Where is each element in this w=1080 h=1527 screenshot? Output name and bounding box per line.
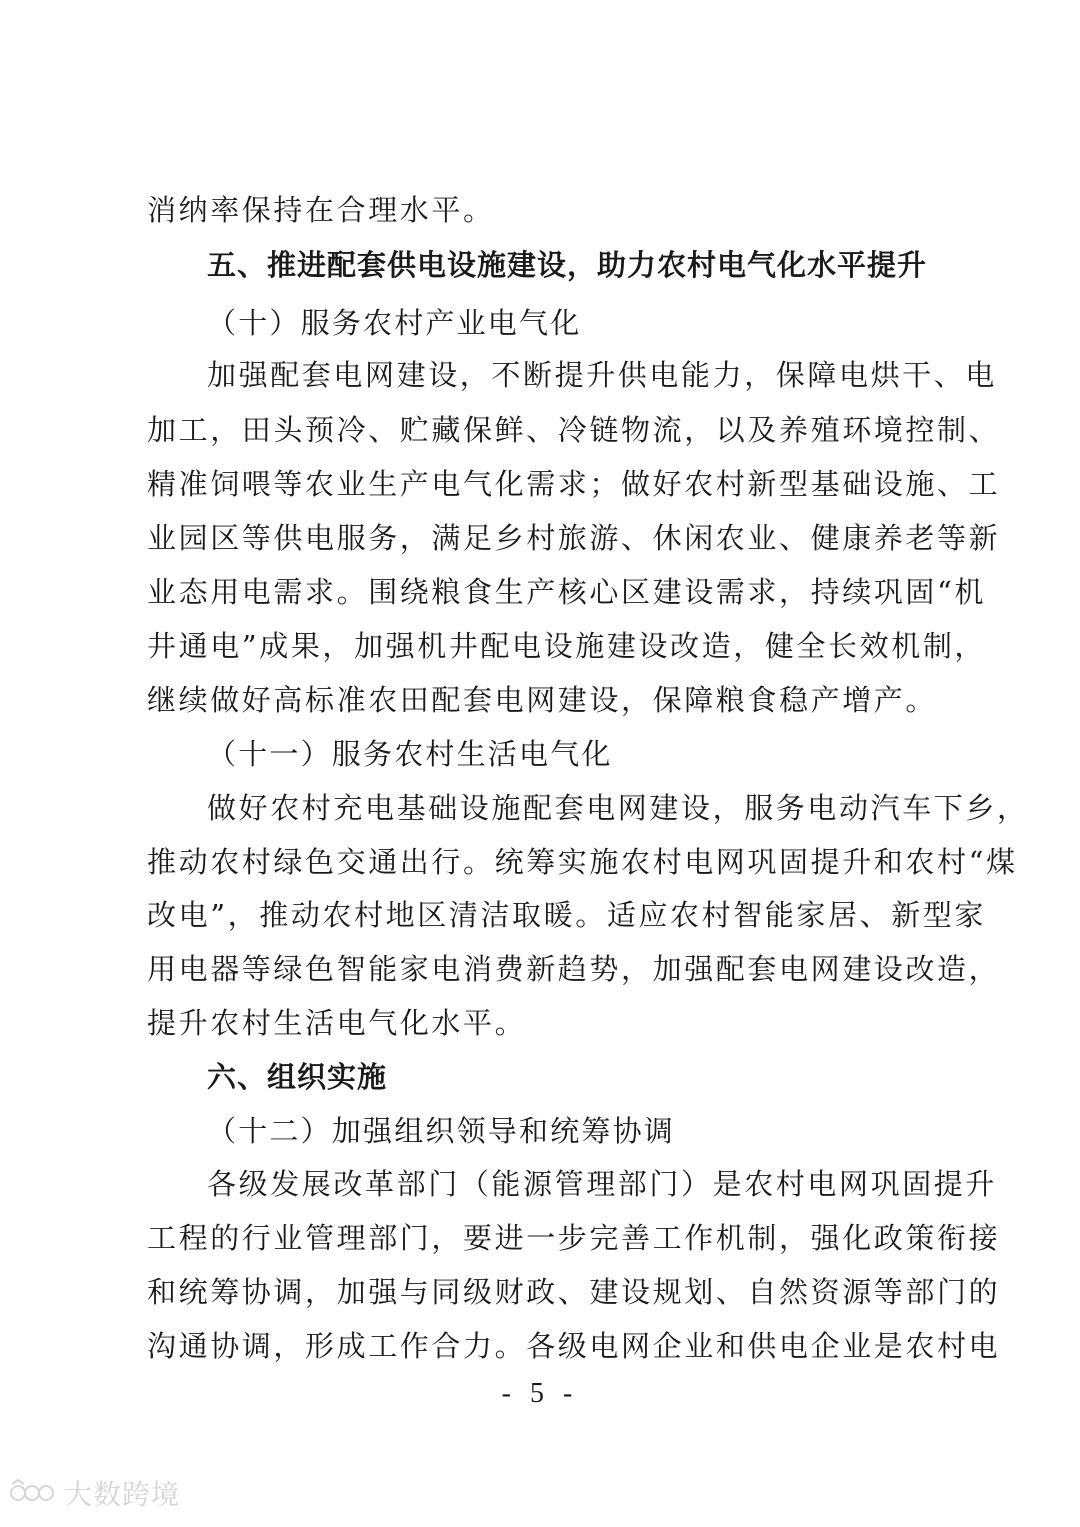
body-line: 改电”，推动农村地区清洁取暖。适应农村智能家居、新型家 <box>147 898 987 932</box>
body-line: 沟通协调，形成工作合力。各级电网企业和供电企业是农村电 <box>147 1329 1001 1363</box>
watermark-logo-icon <box>8 1478 60 1508</box>
page-number: - 5 - <box>501 1378 579 1409</box>
body-line: 做好农村充电基础设施配套电网建设，服务电动汽车下乡， <box>207 791 1029 825</box>
watermark <box>8 1470 180 1516</box>
body-line: 和统筹协调，加强与同级财政、建设规划、自然资源等部门的 <box>147 1275 1001 1309</box>
body-line: 各级发展改革部门（能源管理部门）是农村电网巩固提升 <box>207 1167 998 1201</box>
section-heading-5: 五、推进配套供电设施建设，助力农村电气化水平提升 <box>207 248 928 282</box>
body-line: 继续做好高标准农田配套电网建设，保障粮食稳产增产。 <box>147 683 938 717</box>
watermark-text: 大数跨境 <box>64 1478 181 1511</box>
body-line: 加强配套电网建设，不断提升供电能力，保障电烘干、电 <box>207 358 998 392</box>
body-line: 井通电”成果，加强机井配电设施建设改造，健全长效机制， <box>147 629 987 663</box>
body-line: 加工，田头预冷、贮藏保鲜、冷链物流，以及养殖环境控制、 <box>147 413 1001 447</box>
subsection-heading-11: （十一）服务农村生活电气化 <box>207 737 613 771</box>
body-line: 工程的行业管理部门，要进一步完善工作机制，强化政策衔接 <box>147 1221 1001 1255</box>
body-line: 业园区等供电服务，满足乡村旅游、休闲农业、健康养老等新 <box>147 521 1001 555</box>
body-line: 用电器等绿色智能家电消费新趋势，加强配套电网建设改造， <box>147 952 1001 986</box>
subsection-heading-12: （十二）加强组织领导和统筹协调 <box>207 1114 676 1148</box>
body-line: 推动农村绿色交通出行。统筹实施农村电网巩固提升和农村“煤 <box>147 845 1018 879</box>
section-heading-6: 六、组织实施 <box>207 1060 388 1094</box>
paragraph-continuation: 消纳率保持在合理水平。 <box>147 193 495 227</box>
body-line: 业态用电需求。围绕粮食生产核心区建设需求，持续巩固“机 <box>147 575 987 609</box>
body-line: 精准饲喂等农业生产电气化需求；做好农村新型基础设施、工 <box>147 467 1001 501</box>
body-line: 提升农村生活电气化水平。 <box>147 1006 527 1040</box>
subsection-heading-10: （十）服务农村产业电气化 <box>207 306 582 340</box>
